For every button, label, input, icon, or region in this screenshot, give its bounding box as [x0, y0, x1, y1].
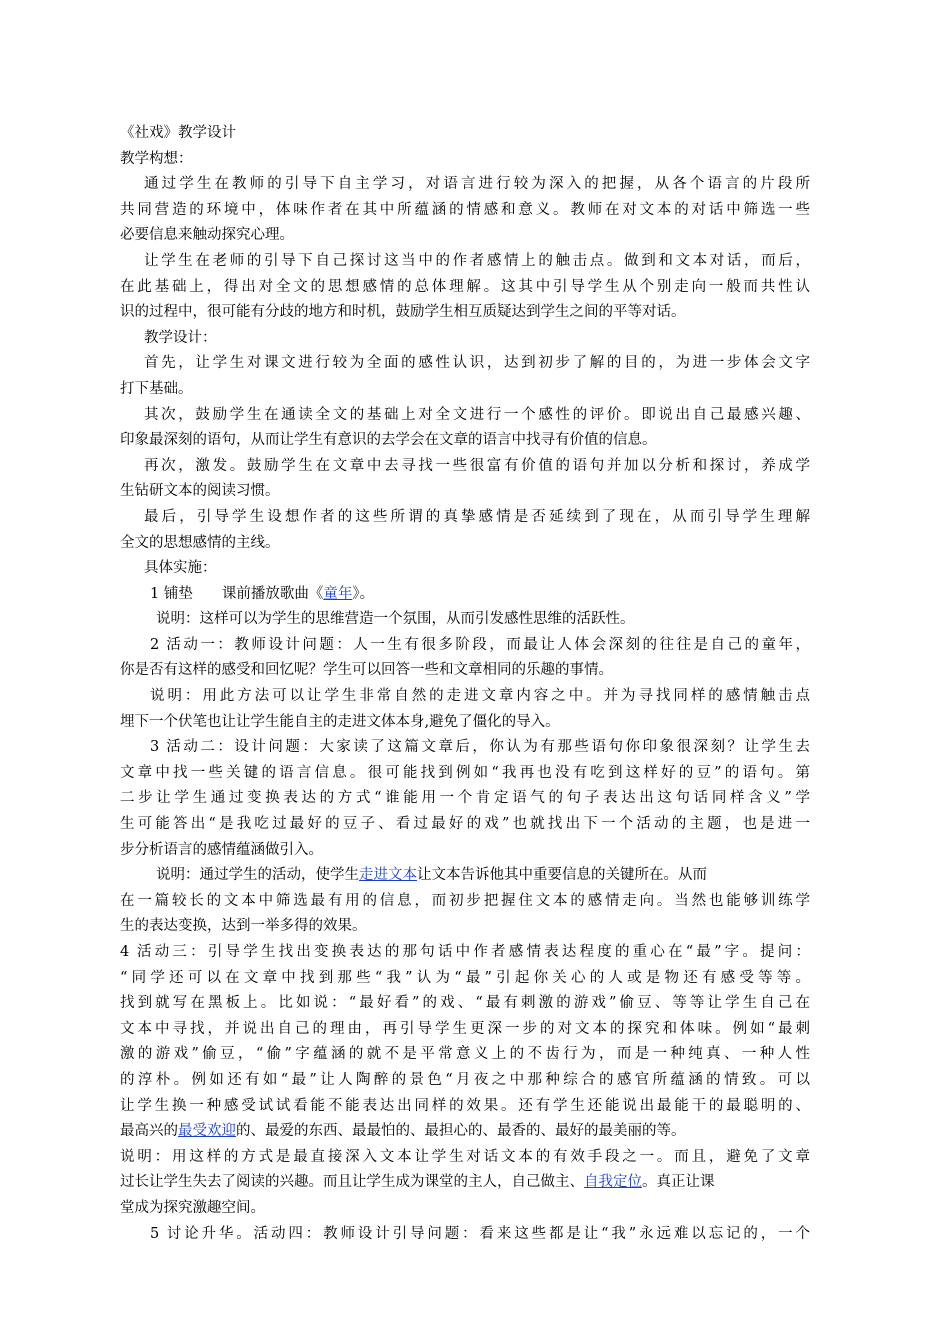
- paragraph-line: 4 活动三：引导学生找出变换表达的那句话中作者感情表达程度的重心在“最”字。提问：: [120, 944, 810, 960]
- paragraph-line: 找到就写在黑板上。比如说：“最好看”的戏、“最有刺激的游戏”偷豆、等等让学生自己在: [120, 995, 810, 1012]
- document-page: [120, 121, 810, 1247]
- paragraph-line: 在此基础上，得出对全文的思想感情的总体理解。这其中引导学生从个别走向一般而共性认: [120, 278, 810, 295]
- note-1: 说明：这样可以为学生的思维营造一个氛围，从而引发感性思维的活跃性。: [156, 611, 635, 628]
- paragraph-line: 文章中找一些关键的语言信息。很可能找到例如“我再也没有吃到这样好的豆”的语句。第: [120, 764, 810, 781]
- step-1-text: 1 铺垫 课前播放歌曲《: [150, 585, 324, 602]
- paragraph-line: 2 活动一：教师设计问题：人一生有很多阶段，而最让人体会深刻的往往是自己的童年，: [150, 636, 810, 653]
- paragraph-line: 堂成为探究激趣空间。: [120, 1199, 265, 1216]
- paragraph-line: 共同营造的环境中，体味作者在其中所蕴涵的情感和意义。教师在对文本的对话中筛选一些: [120, 201, 810, 218]
- paragraph-line: 5 讨论升华。活动四：教师设计引导问题：看来这些都是让“我”永远难以忘记的，一个: [150, 1225, 810, 1242]
- note-3-text: 说明：通过学生的活动，使学生: [156, 867, 359, 884]
- step-4-text: 最高兴的: [120, 1123, 178, 1140]
- paragraph-line: 你是否有这样的感受和回忆呢？学生可以回答一些和文章相同的乐趣的事情。: [120, 662, 613, 679]
- paragraph-line: 生钻研文本的阅读习惯。: [120, 483, 280, 500]
- paragraph-line: “同学还可以在文章中找到那些“我”认为“最”引起你关心的人或是物还有感受等等。: [120, 969, 810, 986]
- note-4-text: 过长让学生失去了阅读的兴趣。而且让学生成为课堂的主人，自己做主、: [120, 1174, 584, 1191]
- paragraph-line: 3 活动二：设计问题：大家读了这篇文章后，你认为有那些语句你印象很深刻？让学生去: [150, 739, 810, 756]
- paragraph-line: 必要信息来触动探究心理。: [120, 227, 294, 244]
- paragraph-line: 印象最深刻的语句，从而让学生有意识的去学会在文章的语言中找寻有价值的信息。: [120, 432, 657, 449]
- step-4-last-line: [120, 1119, 810, 1145]
- design-heading: 教学设计：: [144, 329, 217, 346]
- paragraph-line: 二步让学生通过变换表达的方式“谁能用一个肯定语气的句子表达出这句话同样含义”学: [120, 790, 810, 807]
- popular-link[interactable]: 最受欢迎: [178, 1123, 236, 1140]
- paragraph-line: 的淳朴。例如还有如“最”让人陶醉的景色“月夜之中那种综合的感官所蕴涵的情致。可以: [120, 1071, 810, 1088]
- note-3: [120, 863, 810, 889]
- conception-heading: 教学构想：: [120, 150, 193, 167]
- paragraph-line: 说明：用这样的方式是最直接深入文本让学生对话文本的有效手段之一。而且，避免了文章: [120, 1148, 810, 1165]
- paragraph-line: 让学生在老师的引导下自己探讨这当中的作者感情上的触击点。做到和文本对话，而后，: [144, 252, 810, 269]
- paragraph-line: 埋下一个伏笔也让让学生能自主的走进文体本身,避免了僵化的导入。: [120, 713, 560, 730]
- paragraph-line: 打下基础。: [120, 380, 193, 397]
- note-3-text-end: 让文本告诉他其中重要信息的关键所在。从而: [417, 867, 707, 884]
- paragraph-line: 生的表达变换，达到一举多得的效果。: [120, 918, 367, 935]
- paragraph-line: 让学生换一种感受试试看能不能表达出同样的效果。还有学生还能说出最能干的最聪明的、: [120, 1097, 810, 1114]
- note-4-text-end: 。真正让课: [642, 1174, 715, 1191]
- text-link[interactable]: 走进文本: [359, 867, 417, 884]
- paragraph-line: 再次，激发。鼓励学生在文章中去寻找一些很富有价值的语句并加以分析和探讨，养成学: [144, 457, 810, 474]
- paragraph-line: 首先，让学生对课文进行较为全面的感性认识，达到初步了解的目的，为进一步体会文字: [144, 355, 810, 372]
- paragraph-line: 说明：用此方法可以让学生非常自然的走进文章内容之中。并为寻找同样的感情触击点: [150, 688, 810, 705]
- self-position-link[interactable]: 自我定位: [584, 1174, 642, 1191]
- paragraph-line: 识的过程中，很可能有分歧的地方和时机，鼓励学生相互质疑达到学生之间的平等对话。: [120, 304, 686, 321]
- paragraph-line: 生可能答出“是我吃过最好的豆子、看过最好的戏”也就找出下一个活动的主题，也是进一: [120, 816, 810, 833]
- step-1: [120, 582, 810, 608]
- paragraph-line: 激的游戏”偷豆，“偷”字蕴涵的就不是平常意义上的不齿行为，而是一种纯真、一种人性: [120, 1046, 810, 1063]
- step-1-text-end: 》。: [352, 585, 375, 602]
- paragraph-line: 全文的思想感情的主线。: [120, 534, 280, 551]
- implementation-heading: 具体实施：: [144, 560, 217, 577]
- document-title: 《社戏》教学设计: [120, 125, 236, 141]
- paragraph-line: 在一篇较长的文本中筛选最有用的信息，而初步把握住文本的感情走向。当然也能够训练学: [120, 892, 810, 909]
- note-4-line-2: [120, 1170, 810, 1196]
- step-4-text-end: 的、最爱的东西、最最怕的、最担心的、最香的、最好的最美丽的等。: [236, 1123, 686, 1140]
- song-link[interactable]: 童年: [323, 585, 353, 602]
- paragraph-line: 步分析语言的感情蕴涵做引入。: [120, 841, 323, 858]
- paragraph-line: 通过学生在教师的引导下自主学习，对语言进行较为深入的把握，从各个语言的片段所: [144, 176, 810, 193]
- paragraph-line: 其次，鼓励学生在通读全文的基础上对全文进行一个感性的评价。即说出自己最感兴趣、: [144, 406, 810, 423]
- paragraph-line: 文本中寻找，并说出自己的理由，再引导学生更深一步的对文本的探究和体味。例如“最刺: [120, 1020, 810, 1037]
- paragraph-line: 最后，引导学生设想作者的这些所谓的真挚感情是否延续到了现在，从而引导学生理解: [144, 508, 810, 525]
